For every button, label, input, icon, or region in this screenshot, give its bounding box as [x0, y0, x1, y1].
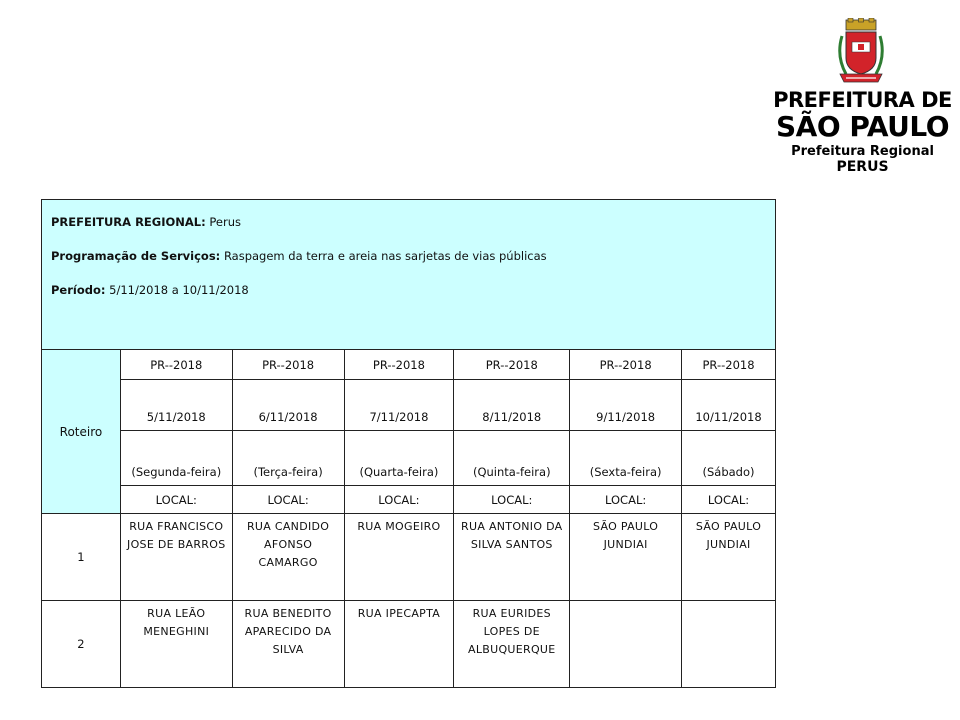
code-cell: PR--2018 — [344, 350, 454, 380]
roteiro-header: Roteiro — [42, 350, 121, 514]
address-cell: RUA MOGEIRO — [344, 514, 454, 601]
date-cell: 5/11/2018 — [120, 380, 232, 431]
table-row — [42, 514, 776, 601]
logo-line-2: SÃO PAULO — [775, 110, 950, 143]
address-cell: SÃO PAULO JUNDIAI — [682, 514, 776, 601]
date-cell: 10/11/2018 — [682, 380, 776, 431]
address-cell: RUA CANDIDO AFONSO CAMARGO — [232, 514, 344, 601]
logo-line-4: PERUS — [836, 159, 889, 175]
local-cell: LOCAL: — [344, 486, 454, 514]
periodo-label: Período: — [51, 283, 106, 297]
weekday-cell: (Quarta-feira) — [344, 431, 454, 486]
code-cell: PR--2018 — [454, 350, 570, 380]
address-cell — [682, 601, 776, 688]
logo-line-3: Prefeitura Regional — [791, 144, 934, 159]
schedule-table — [41, 199, 776, 688]
local-cell: LOCAL: — [232, 486, 344, 514]
local-cell: LOCAL: — [120, 486, 232, 514]
weekday-cell: (Terça-feira) — [232, 431, 344, 486]
date-cell: 6/11/2018 — [232, 380, 344, 431]
address-cell: RUA IPECAPTA — [344, 601, 454, 688]
code-cell: PR--2018 — [120, 350, 232, 380]
programacao-value: Raspagem da terra e areia nas sarjetas de vias públicas — [223, 249, 547, 263]
weekday-cell: (Quinta-feira) — [454, 431, 570, 486]
address-cell: SÃO PAULO JUNDIAI — [570, 514, 682, 601]
weekday-cell: (Sábado) — [682, 431, 776, 486]
address-cell: RUA EURIDES LOPES DE ALBUQUERQUE — [454, 601, 570, 688]
roteiro-number: 2 — [42, 601, 121, 688]
table-row — [42, 601, 776, 688]
weekday-cell: (Segunda-feira) — [120, 431, 232, 486]
info-panel — [42, 200, 776, 350]
weekday-cell: (Sexta-feira) — [570, 431, 682, 486]
address-cell: RUA ANTONIO DA SILVA SANTOS — [454, 514, 570, 601]
code-cell: PR--2018 — [570, 350, 682, 380]
date-cell: 8/11/2018 — [454, 380, 570, 431]
date-cell: 9/11/2018 — [570, 380, 682, 431]
local-cell: LOCAL: — [682, 486, 776, 514]
roteiro-number: 1 — [42, 514, 121, 601]
code-cell: PR--2018 — [232, 350, 344, 380]
date-cell: 7/11/2018 — [344, 380, 454, 431]
regional-value: Perus — [209, 215, 241, 229]
address-cell: RUA FRANCISCO JOSE DE BARROS — [120, 514, 232, 601]
periodo-value: 5/11/2018 a 10/11/2018 — [109, 283, 249, 297]
coat-of-arms-icon — [836, 18, 886, 84]
logo-line-1: PREFEITURA DE — [773, 88, 952, 112]
regional-label: PREFEITURA REGIONAL: — [51, 215, 206, 229]
address-cell: RUA LEÃO MENEGHINI — [120, 601, 232, 688]
address-cell: RUA BENEDITO APARECIDO DA SILVA — [232, 601, 344, 688]
programacao-label: Programação de Serviços: — [51, 249, 221, 263]
address-cell — [570, 601, 682, 688]
code-cell: PR--2018 — [682, 350, 776, 380]
local-cell: LOCAL: — [454, 486, 570, 514]
prefeitura-logo — [770, 18, 960, 178]
local-cell: LOCAL: — [570, 486, 682, 514]
